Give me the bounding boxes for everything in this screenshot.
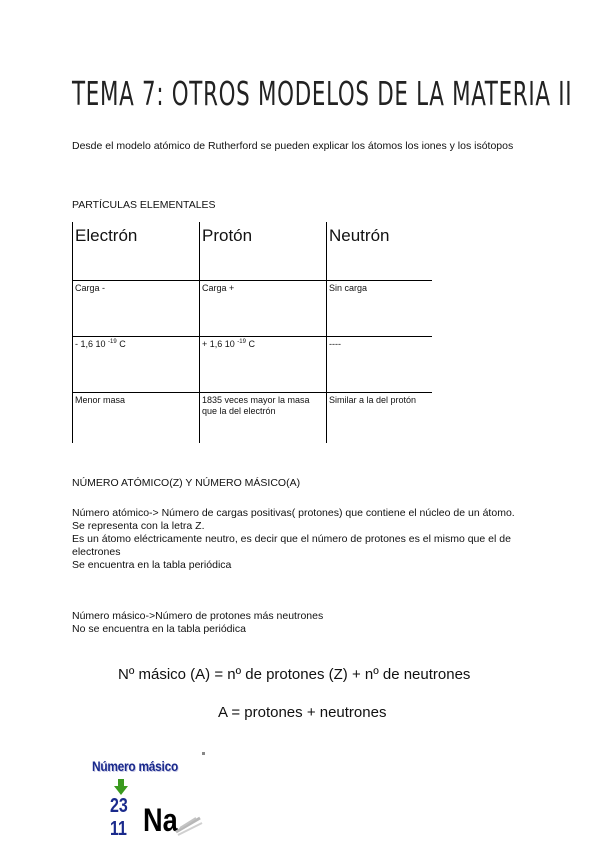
atomic-number: 11 [110, 818, 127, 840]
table-header-row [73, 222, 433, 281]
table-row-charge [73, 281, 433, 337]
intro-paragraph: Desde el modelo atómico de Rutherford se pueden explicar los átomos los iones y los isótopos [72, 140, 514, 152]
atomic-line: Se encuentra en la tabla periódica [72, 559, 232, 571]
element-symbol: Na [143, 802, 178, 838]
mass-number-formula-short: A = protones + neutrones [218, 704, 387, 721]
atomic-line: Se representa con la letra Z. [72, 520, 205, 532]
cell-electron-mass: Menor masa [73, 393, 200, 444]
table-row-charge-value [73, 337, 433, 393]
swoosh-icon [174, 814, 204, 836]
cell-proton-charge-value: + 1,6 10 $^{-19}$ C [200, 337, 327, 393]
particles-heading: PARTÍCULAS ELEMENTALES [72, 199, 216, 211]
cell-proton-charge: Carga + [200, 281, 327, 337]
figure-label: Número másico [92, 758, 178, 774]
particles-table [72, 222, 432, 443]
cell-proton-mass: 1835 veces mayor la masa que la del electrón [200, 393, 327, 444]
arrow-down-icon [114, 779, 128, 795]
mass-line: No se encuentra en la tabla periódica [72, 623, 246, 635]
header-proton: Protón [200, 222, 327, 281]
atomic-line: Número atómico-> Número de cargas positivas( protones) que contiene el núcleo de un átomo. [72, 507, 515, 519]
page-title: TEMA 7: OTROS MODELOS DE LA MATERIA II [72, 74, 573, 113]
sodium-notation-figure [86, 752, 216, 848]
mass-line: Número másico->Número de protones más neutrones [72, 610, 324, 622]
cell-neutron-charge: Sin carga [327, 281, 433, 337]
decorative-dot [202, 752, 205, 755]
table-row-mass [73, 393, 433, 444]
mass-number: 23 [110, 795, 128, 817]
header-neutron: Neutrón [327, 222, 433, 281]
mass-number-definition [72, 610, 532, 636]
cell-neutron-mass: Similar a la del protón [327, 393, 433, 444]
mass-number-formula: Nº másico (A) = nº de protones (Z) + nº de neutrones [118, 666, 471, 683]
cell-neutron-charge-value: ---- [327, 337, 433, 393]
cell-electron-charge: Carga - [73, 281, 200, 337]
atomic-number-definition [72, 507, 532, 572]
header-electron: Electrón [73, 222, 200, 281]
atomic-line: Es un átomo eléctricamente neutro, es decir que el número de protones es el mismo que el de electrones [72, 533, 511, 558]
cell-electron-charge-value: - 1,6 10 $^{-19}$ C [73, 337, 200, 393]
numbers-heading: NÚMERO ATÓMICO(Z) Y NÚMERO MÁSICO(A) [72, 477, 301, 489]
